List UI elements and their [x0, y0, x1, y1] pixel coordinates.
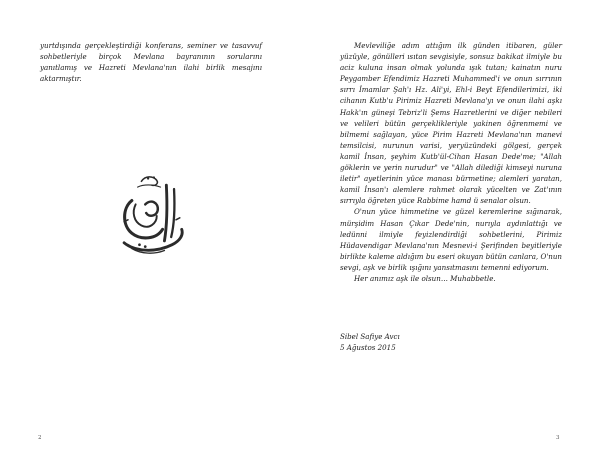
page-number-left: 2 — [38, 435, 42, 441]
paragraph-1: Mevleviliğe adım attığım ilk günden itibaren, güler yüzüyle, gönülleri ısıtan sevgisiyle, sonsuz bakikat ilmiyle bu aciz kuluna insan olmak yolunda ışık tutan; kainatın nuru Peygamber Efendimiz Hazreti Muhammed'i ve onun sırrının sırrı İmamlar Şah'ı Hz. Ali'yi, Ehl-i Beyt Efendilerimizi, iki cihanın Kutb'u Pirimiz Hazreti Mevlana'yı ve onun ilahi aşkı Hakk'ın güneşi Tebriz'li Şems Hazretlerini ve diğer nebileri ve velileri bütün gerçeklikleriyle yakinen öğrenmemi ve bilmemi sağlayan, yüce Pirim Hazreti Mevlana'nın manevi temsilcisi, nurunun varisi, yeryüzündeki gölgesi, gerçek kamil İnsan, şeyhim Kutb'ül-Cihan Hasan Dede'me; "Allah göklerin ve yerin nurudur" ve "Allah dilediği kimseyi nuruna iletir" ayetlerinin yüce manası bürmetine; alemleri yaratan, kamil İnsan'ı alemlere rahmet olarak yücelten ve Zat'ının sırrıyla öğreten yüce Rabbime hamd ü senalar olsun. — [340, 41, 562, 206]
signature-block — [340, 331, 490, 353]
page-number-right: 3 — [556, 435, 560, 441]
paragraph-2: O'nun yüce himmetine ve güzel keremlerine sığınarak, mürşidim Hasan Çıkar Dede'nin, nurıyla aydınlattığı ve ledünni ilmiyle feyizlendirdiği sohbetlerini, Pirimiz Hüdavendigar Mevlana'nın Mesnevi-i Şerifinden beyitleriyle birlikte kaleme aldığım bu eseri okuyan bütün canlara, O'nun sevgi, aşk ve birlik ışığını yansıtmasını temenni ediyorum. — [340, 207, 562, 272]
signature-date: 5 Ağustos 2015 — [340, 343, 396, 353]
left-paragraph: yurtdışında gerçekleştirdiği konferans, seminer ve tasavvuf sohbetleriyle birçok Mevlana bayranının sorularını yanıtlamış ve Hazreti Mevlana'nın ilahi birlik mesajını aktarmıştır. — [40, 41, 262, 84]
calligraphy-emblem-icon — [103, 166, 199, 262]
paragraph-3: Her anımız aşk ile olsun… Muhabbetle. — [354, 273, 496, 283]
right-page-text — [340, 40, 562, 284]
left-page-text — [40, 40, 262, 84]
right-page — [300, 0, 600, 463]
signature-name: Sibel Safiye Avcı — [340, 332, 400, 341]
